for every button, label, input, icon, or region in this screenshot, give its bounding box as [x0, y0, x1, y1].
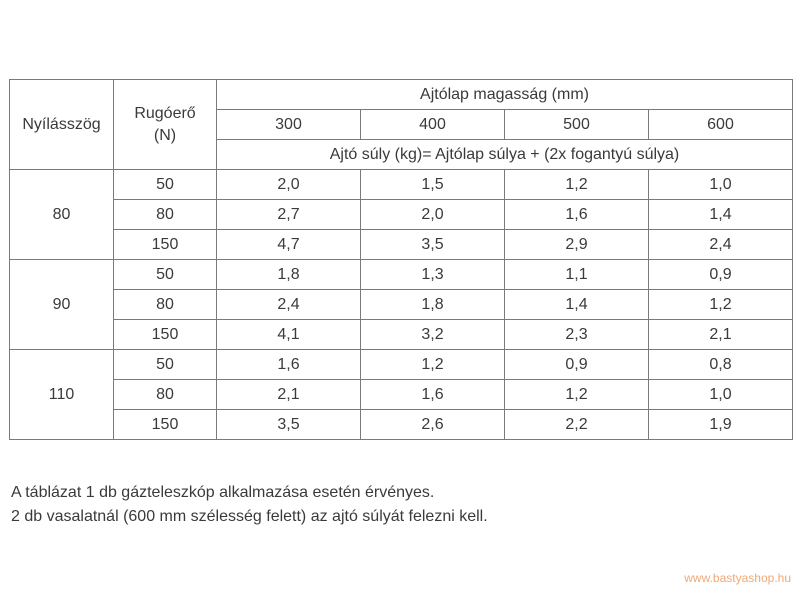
spring-force-unit: (N) — [153, 126, 177, 144]
opening-angle-cell: 90 — [10, 260, 114, 350]
weight-value-cell: 3,2 — [361, 320, 505, 350]
weight-value-cell: 2,0 — [361, 200, 505, 230]
weight-value-cell: 1,0 — [649, 170, 793, 200]
height-header-500: 500 — [505, 110, 649, 140]
height-header-400: 400 — [361, 110, 505, 140]
opening-angle-header: Nyílásszög — [10, 80, 114, 170]
spring-force-label: Rugóerő — [134, 104, 196, 122]
spring-force-cell: 150 — [114, 410, 217, 440]
table-row — [10, 320, 793, 350]
table-row — [10, 200, 793, 230]
weight-value-cell: 2,6 — [361, 410, 505, 440]
spring-force-cell: 150 — [114, 320, 217, 350]
spring-force-cell: 50 — [114, 260, 217, 290]
weight-value-cell: 2,9 — [505, 230, 649, 260]
weight-value-cell: 1,2 — [649, 290, 793, 320]
weight-value-cell: 0,8 — [649, 350, 793, 380]
weight-value-cell: 2,0 — [217, 170, 361, 200]
spring-force-cell: 150 — [114, 230, 217, 260]
weight-value-cell: 4,1 — [217, 320, 361, 350]
weight-value-cell: 2,4 — [649, 230, 793, 260]
door-weight-table — [9, 79, 793, 440]
weight-value-cell: 1,4 — [505, 290, 649, 320]
opening-angle-cell: 110 — [10, 350, 114, 440]
weight-value-cell: 0,9 — [505, 350, 649, 380]
spring-force-cell: 80 — [114, 290, 217, 320]
weight-value-cell: 1,1 — [505, 260, 649, 290]
weight-value-cell: 2,7 — [217, 200, 361, 230]
opening-angle-cell: 80 — [10, 170, 114, 260]
table-row — [10, 230, 793, 260]
weight-value-cell: 1,9 — [649, 410, 793, 440]
weight-value-cell: 1,8 — [217, 260, 361, 290]
height-header-600: 600 — [649, 110, 793, 140]
weight-value-cell: 2,3 — [505, 320, 649, 350]
door-height-group-header: Ajtólap magasság (mm) — [217, 80, 793, 110]
table-row — [10, 410, 793, 440]
spring-force-cell: 50 — [114, 350, 217, 380]
weight-value-cell: 2,1 — [217, 380, 361, 410]
weight-value-cell: 1,6 — [217, 350, 361, 380]
weight-value-cell: 4,7 — [217, 230, 361, 260]
watermark: www.bastyashop.hu — [684, 571, 791, 585]
weight-value-cell: 1,3 — [361, 260, 505, 290]
weight-value-cell: 2,1 — [649, 320, 793, 350]
weight-value-cell: 3,5 — [361, 230, 505, 260]
table-row — [10, 290, 793, 320]
height-header-300: 300 — [217, 110, 361, 140]
spring-force-cell: 80 — [114, 200, 217, 230]
weight-value-cell: 1,0 — [649, 380, 793, 410]
spring-force-header — [114, 80, 217, 170]
table-body — [10, 170, 793, 440]
weight-value-cell: 2,4 — [217, 290, 361, 320]
weight-value-cell: 3,5 — [217, 410, 361, 440]
footnotes — [11, 481, 488, 529]
table-row — [10, 170, 793, 200]
weight-value-cell: 1,2 — [505, 170, 649, 200]
spring-force-cell: 80 — [114, 380, 217, 410]
weight-value-cell: 2,2 — [505, 410, 649, 440]
weight-value-cell: 1,2 — [505, 380, 649, 410]
weight-value-cell: 1,6 — [505, 200, 649, 230]
weight-value-cell: 1,5 — [361, 170, 505, 200]
table-row — [10, 380, 793, 410]
weight-value-cell: 1,4 — [649, 200, 793, 230]
footnote-line-1: A táblázat 1 db gázteleszkóp alkalmazása esetén érvényes. — [11, 484, 435, 501]
table-row — [10, 350, 793, 380]
weight-value-cell: 1,2 — [361, 350, 505, 380]
weight-value-cell: 0,9 — [649, 260, 793, 290]
spring-force-cell: 50 — [114, 170, 217, 200]
footnote-line-2: 2 db vasalatnál (600 mm szélesség felett) az ajtó súlyát felezni kell. — [11, 508, 488, 525]
weight-formula-header: Ajtó súly (kg)= Ajtólap súlya + (2x fogantyú súlya) — [217, 140, 793, 170]
weight-value-cell: 1,8 — [361, 290, 505, 320]
table-header — [10, 80, 793, 170]
table-row — [10, 260, 793, 290]
weight-value-cell: 1,6 — [361, 380, 505, 410]
